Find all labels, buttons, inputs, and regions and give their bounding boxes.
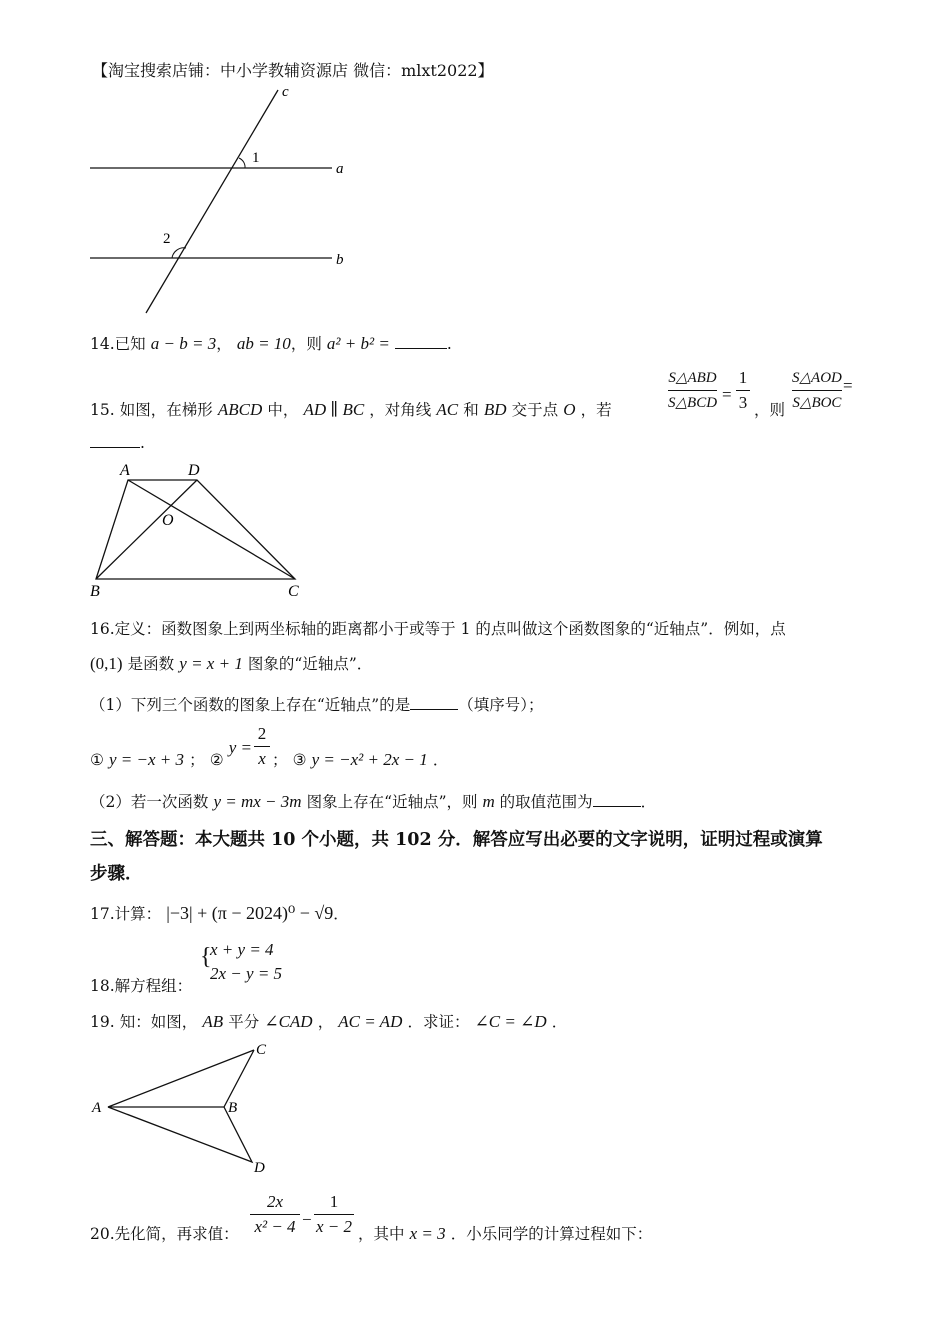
q16-options xyxy=(90,738,252,770)
q16-example-function: y = x + 1 xyxy=(179,654,243,673)
q14-answer-blank xyxy=(395,336,447,349)
q16-point: (0,1) xyxy=(90,654,123,673)
q18-brace: { xyxy=(200,944,212,970)
q19-text-4: ．求证： xyxy=(407,1013,470,1031)
q14-mid: ，则 xyxy=(290,335,322,353)
q15-frac2-den: 3 xyxy=(738,393,748,412)
q15-point-o: O xyxy=(563,400,576,419)
q20-text-1: 先化简，再求值： xyxy=(114,1225,239,1243)
q19-text-3: ， xyxy=(317,1013,334,1031)
question-17 xyxy=(90,902,349,924)
option-2-fraction xyxy=(254,724,270,769)
q19-text-1: 知：如图， xyxy=(119,1013,198,1031)
line-c xyxy=(146,90,278,313)
header-banner: 【淘宝搜索店铺：中小学教辅资源店 微信：mlxt2022】 xyxy=(92,61,494,80)
option-2-lhs: y = xyxy=(228,738,252,757)
q16-sub2-blank xyxy=(593,794,641,807)
q15-answer-blank xyxy=(90,435,140,448)
q16-sub2-text: （2）若一次函数 xyxy=(90,793,209,811)
triangle-acb xyxy=(108,1050,254,1107)
question-19 xyxy=(90,1010,567,1032)
q15-text-7: ，则 xyxy=(754,401,786,419)
q20-f1-den: x² − 4 xyxy=(254,1217,296,1236)
option-2-mark: ② xyxy=(209,751,224,769)
vertex-c: C xyxy=(288,583,299,600)
q20-f2-den: x − 2 xyxy=(315,1217,353,1236)
q15-frac1-num: S△ABD xyxy=(668,370,717,386)
q14-condition-1: a − b = 3 xyxy=(150,334,217,353)
options-end: ． xyxy=(432,751,449,769)
q20-tail xyxy=(358,1222,652,1244)
q14-number: 14. xyxy=(90,335,115,353)
q15-equals-2: = xyxy=(843,376,853,395)
q17-number: 17. xyxy=(90,905,115,923)
label-a: a xyxy=(336,161,344,177)
q16-sub1-blank xyxy=(410,697,458,710)
q15-text-6: ，若 xyxy=(580,401,612,419)
section-3-heading: 三、解答题：本大题共 10 个小题，共 102 分．解答应写出必要的文字说明，证明过程或演算 xyxy=(90,830,823,850)
fig19-b: B xyxy=(228,1100,238,1116)
q15-text-4: 和 xyxy=(463,401,479,419)
option-2-den: x xyxy=(258,749,266,768)
q15-parallel: AD ∥ BC xyxy=(303,400,365,419)
option-1-function: y = −x + 3 xyxy=(109,750,185,769)
q15-text-2: 中， xyxy=(267,401,299,419)
q15-diag-ac: AC xyxy=(436,400,459,419)
q16-sub1-tail: （填序号）； xyxy=(458,696,544,714)
q15-end: . xyxy=(140,434,145,452)
vertex-a: A xyxy=(120,462,130,479)
q19-claim: ∠C = ∠D xyxy=(474,1012,547,1031)
angle-1-label: 1 xyxy=(252,150,260,166)
q20-condition: x = 3 xyxy=(409,1224,446,1243)
q14-condition-2: ab = 10 xyxy=(236,334,291,353)
q16-line-1 xyxy=(90,617,786,639)
q19-text-2: 平分 xyxy=(228,1013,260,1031)
option-2-num: 2 xyxy=(257,724,267,743)
q16-text-is: 是函数 xyxy=(127,655,175,673)
q16-sub2-text-2: 图象上存在“近轴点”，则 xyxy=(306,793,483,811)
q19-ab: AB xyxy=(202,1012,224,1031)
q20-fraction-1 xyxy=(250,1192,300,1237)
q20-f2-num: 1 xyxy=(329,1192,339,1211)
q15-fraction-1 xyxy=(668,368,717,413)
angle-2-label: 2 xyxy=(163,231,171,247)
q18-text: 解方程组： xyxy=(114,977,193,995)
q15-frac3-num: S△AOD xyxy=(792,370,842,386)
q16-line-2 xyxy=(90,652,372,674)
label-b: b xyxy=(336,252,344,268)
fig19-a: A xyxy=(92,1100,102,1116)
q14-end: . xyxy=(446,335,452,353)
q15-frac3-den: S△BOC xyxy=(792,395,842,411)
angle-1-arc xyxy=(239,158,245,168)
q14-sep: ， xyxy=(216,335,232,353)
q16-sub-2 xyxy=(90,790,656,812)
q16-options-2 xyxy=(272,748,448,770)
q20-text-3: ．小乐同学的计算过程如下： xyxy=(450,1225,653,1243)
trapezoid-abcd xyxy=(96,480,295,579)
q20-fraction-2 xyxy=(314,1192,354,1237)
trapezoid-figure xyxy=(80,458,320,603)
q19-end: ． xyxy=(551,1013,568,1031)
q19-ac-ad: AC = AD xyxy=(338,1012,403,1031)
q16-sub2-text-3: 的取值范围为 xyxy=(494,793,593,811)
q15-frac2-num: 1 xyxy=(738,368,748,387)
point-o: O xyxy=(162,512,174,529)
question-20 xyxy=(90,1222,239,1244)
q17-end: ． xyxy=(333,905,349,923)
question-18 xyxy=(90,974,192,996)
q16-number: 16. xyxy=(90,620,115,638)
q15-text-5: 交于点 xyxy=(511,401,559,419)
q15-number: 15. xyxy=(90,401,115,419)
q16-sub-1 xyxy=(90,693,543,715)
q20-f1-num: 2x xyxy=(266,1192,284,1211)
q18-equation-1: x + y = 4 xyxy=(210,940,274,959)
q19-angle-cad: ∠CAD xyxy=(264,1012,313,1031)
option-2-sep: ； xyxy=(272,751,288,769)
q15-trapezoid: ABCD xyxy=(217,400,263,419)
vertex-b: B xyxy=(90,583,100,600)
q14-target: a² + b² = xyxy=(326,334,390,353)
fig19-d: D xyxy=(254,1160,265,1176)
q16-text-near: 图象的“近轴点”． xyxy=(247,655,373,673)
option-1-sep: ； xyxy=(189,751,205,769)
q15-frac1-den: S△BCD xyxy=(668,395,718,411)
q16-sub2-function: y = mx − 3m xyxy=(213,792,302,811)
q20-text-2: ，其中 xyxy=(358,1225,405,1243)
option-3-mark: ③ xyxy=(292,751,307,769)
question-15 xyxy=(90,398,612,420)
q15-diag-bd: BD xyxy=(483,400,507,419)
q20-minus: − xyxy=(302,1210,312,1229)
fig19-c: C xyxy=(256,1042,267,1058)
q15-fraction-2 xyxy=(736,368,750,413)
section-3-heading-cont: 步骤． xyxy=(90,864,143,884)
angle-bisector-figure xyxy=(82,1036,282,1176)
q16-definition: 定义：函数图象上到两坐标轴的距离都小于或等于 1 的点叫做这个函数图象的“近轴点”．例如，点 xyxy=(114,620,786,638)
q16-sub2-m: m xyxy=(482,792,495,811)
q18-equation-2: 2x − y = 5 xyxy=(210,964,283,983)
q16-sub2-end: ． xyxy=(640,793,657,811)
q17-expression: |−3| + (π − 2024)⁰ − √9 xyxy=(166,903,334,923)
q16-sub1-text: （1）下列三个函数的图象上存在“近轴点”的是 xyxy=(90,696,411,714)
label-c: c xyxy=(282,84,289,100)
q20-number: 20. xyxy=(90,1225,115,1243)
q18-number: 18. xyxy=(90,977,115,995)
q15-fraction-3 xyxy=(792,368,842,413)
q15-answer-line xyxy=(90,433,145,452)
q14-prefix: 已知 xyxy=(114,335,146,353)
question-14 xyxy=(90,332,452,354)
parallel-lines-figure xyxy=(80,80,370,320)
q19-number: 19. xyxy=(90,1013,115,1031)
option-1-mark: ① xyxy=(90,751,104,769)
q15-text-1: 如图，在梯形 xyxy=(119,401,213,419)
q17-text: 计算： xyxy=(114,905,162,923)
option-3-function: y = −x² + 2x − 1 xyxy=(311,750,428,769)
vertex-d: D xyxy=(188,462,200,479)
q15-equals-1: = xyxy=(722,385,732,404)
diagonal-bd xyxy=(96,480,197,579)
q15-text-3: ，对角线 xyxy=(369,401,432,419)
